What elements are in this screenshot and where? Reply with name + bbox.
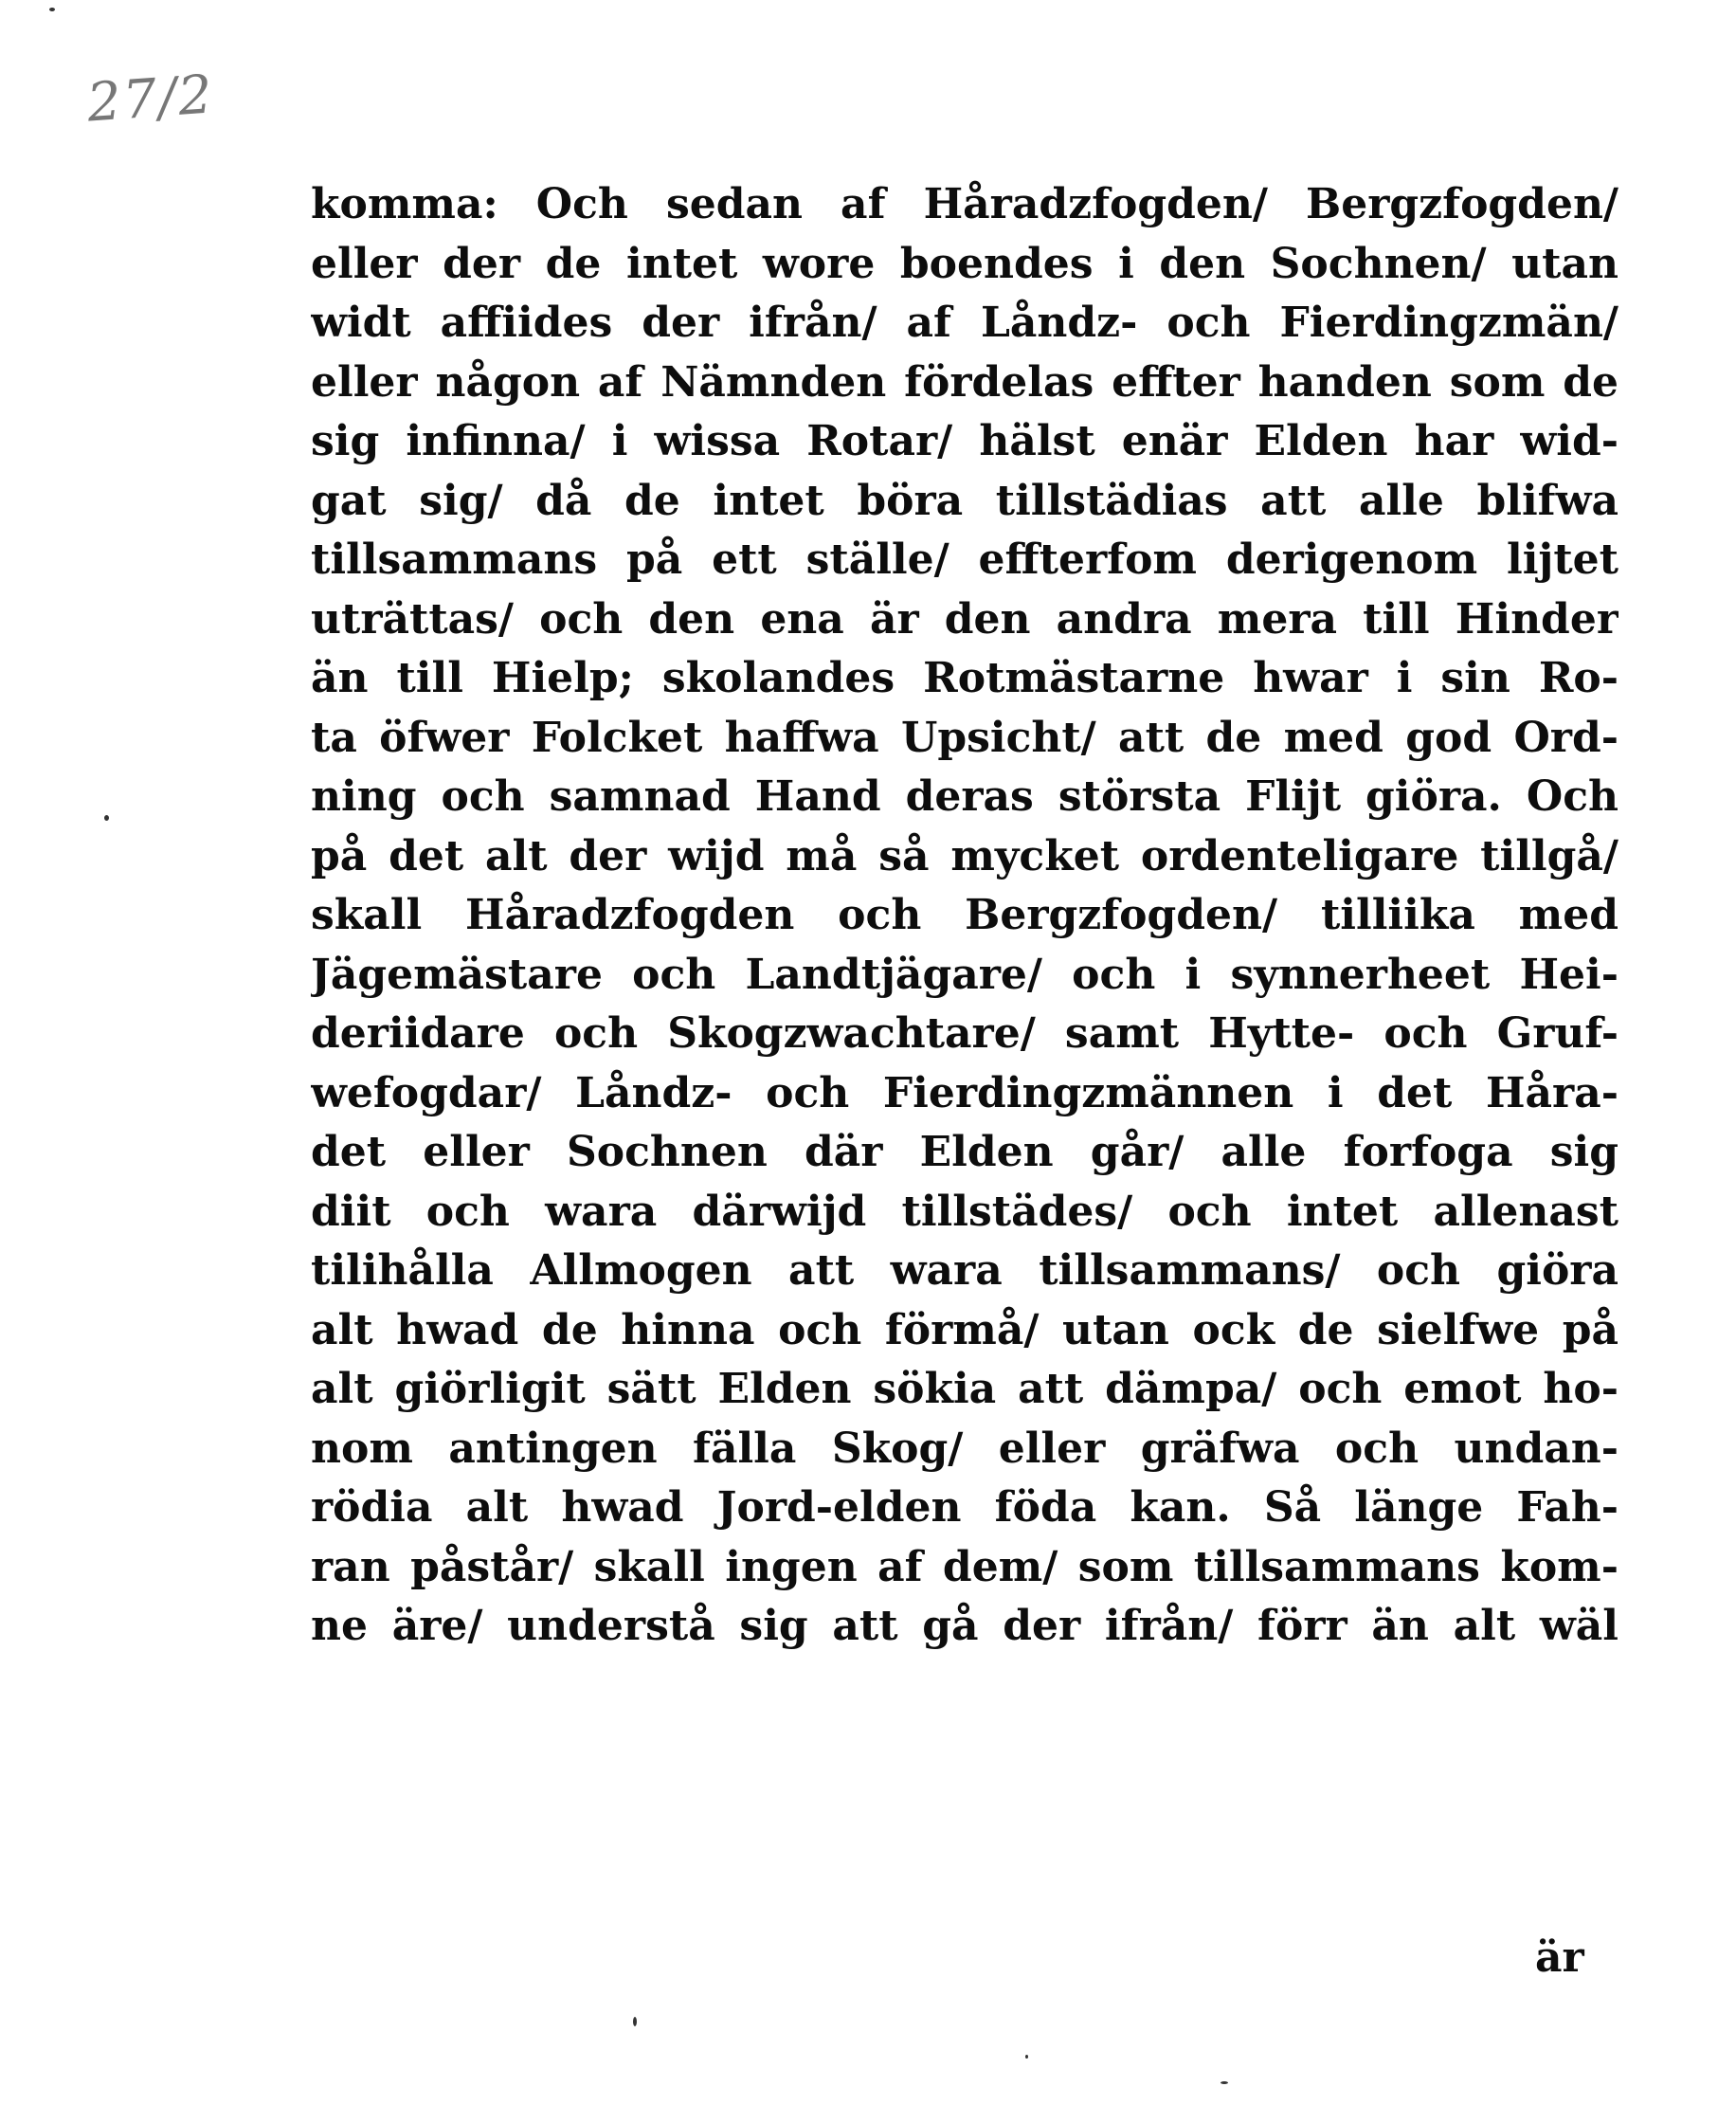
text-line: alt hwad de hinna och förmå/ utan ock de sielfwe på [311, 1305, 1618, 1354]
ink-speck [49, 8, 55, 11]
text-line: widt affiides der ifrån/ af Låndz- och Fierdingzmän/ [311, 299, 1618, 347]
text-line: sig infinna/ i wissa Rotar/ hälst enär Elden har wid- [311, 417, 1618, 465]
text-line: tillsammans på ett ställe/ effterfom derigenom lijtet [311, 535, 1618, 584]
text-line: nom antingen fälla Skog/ eller gräfwa och undan- [311, 1424, 1618, 1473]
text-line: ta öfwer Folcket haffwa Upsicht/ att de med god Ord- [311, 713, 1618, 762]
text-line: komma: Och sedan af Håradzfogden/ Bergzfogden/ [311, 180, 1618, 228]
ink-speck [104, 815, 109, 821]
text-line: eller någon af Nämnden fördelas effter handen som de [311, 357, 1618, 407]
text-line: gat sig/ då de intet böra tillstädias att alle blifwa [311, 476, 1618, 525]
text-line: tilihålla Allmogen att wara tillsammans/ och giöra [311, 1246, 1618, 1295]
text-line: diit och wara därwijd tillstädes/ och intet allenast [311, 1187, 1618, 1236]
text-line: alt giörligit sätt Elden sökia att dämpa/ och emot ho- [311, 1365, 1618, 1413]
text-line: ne äre/ understå sig att gå der ifrån/ förr än alt wäl [311, 1602, 1618, 1650]
catchword: är [1535, 1933, 1584, 1982]
text-line: på det alt der wijd må så mycket ordenteligare tillgå/ [311, 831, 1618, 880]
text-line: ran påstår/ skall ingen af dem/ som tillsammans kom- [311, 1542, 1618, 1591]
blackletter-text-block [311, 175, 1618, 1657]
text-line: Jägemästare och Landtjägare/ och i synnerheet Hei- [311, 950, 1618, 999]
text-line: det eller Sochnen där Elden går/ alle forfoga sig [311, 1128, 1618, 1176]
text-line: skall Håradzfogden och Bergzfogden/ tilliika med [311, 891, 1618, 939]
text-line: ning och samnad Hand deras största Flijt giöra. Och [311, 772, 1618, 821]
ink-speck [1221, 2081, 1228, 2084]
ink-speck [633, 2017, 637, 2026]
handwritten-page-note: 27/2 [84, 64, 216, 135]
text-line: deriidare och Skogzwachtare/ samt Hytte- och Gruf- [311, 1009, 1618, 1058]
text-line: eller der de intet wore boendes i den Sochnen/ utan [311, 239, 1618, 288]
text-line: uträttas/ och den ena är den andra mera till Hinder [311, 594, 1618, 644]
text-line: rödia alt hwad Jord-elden föda kan. Så länge Fah- [311, 1483, 1618, 1532]
ink-speck [1025, 2055, 1028, 2059]
text-line: wefogdar/ Låndz- och Fierdingzmännen i det Håra- [311, 1068, 1618, 1117]
text-line: än till Hielp; skolandes Rotmästarne hwar i sin Ro- [311, 654, 1618, 702]
